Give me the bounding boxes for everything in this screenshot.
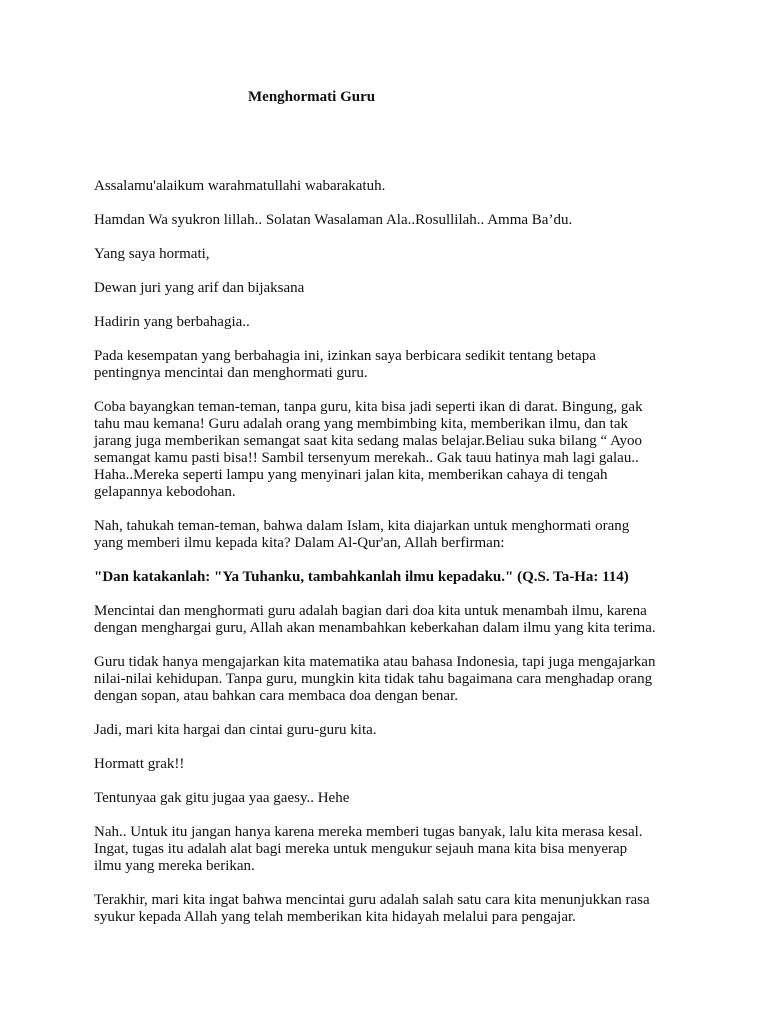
text-line: dengan sopan, atau bahkan cara membaca doa dengan benar. — [94, 688, 458, 704]
document-body — [94, 178, 694, 943]
text-line: nilai-nilai kehidupan. Tanpa guru, mungkin kita tidak tahu bagaimana cara menghadap orang — [94, 671, 653, 687]
text-line: Hadirin yang berbahagia.. — [94, 314, 250, 330]
text-line: ilmu yang mereka berikan. — [94, 858, 255, 874]
text-line: Yang saya hormati, — [94, 246, 210, 262]
paragraph-candaan — [94, 790, 694, 807]
paragraph-hamdalah — [94, 212, 694, 229]
paragraph-pembuka — [94, 348, 694, 382]
text-line: semangat kamu pasti bisa!! Sambil tersenyum merekah.. Gak tauu hatinya mah lagi galau.. — [94, 450, 639, 466]
text-line: Nah, tahukah teman-teman, bahwa dalam Islam, kita diajarkan untuk menghormati orang — [94, 518, 630, 534]
text-line: Haha..Mereka seperti lampu yang menyinari jalan kita, memberikan cahaya di tengah — [94, 467, 608, 483]
text-line: Pada kesempatan yang berbahagia ini, izinkan saya berbicara sedikit tentang betapa — [94, 348, 596, 364]
text-line: "Dan katakanlah: "Ya Tuhanku, tambahkanlah ilmu kepadaku." (Q.S. Ta-Ha: 114) — [94, 569, 629, 585]
text-line: Guru tidak hanya mengajarkan kita matematika atau bahasa Indonesia, tapi juga mengajarkan — [94, 654, 656, 670]
paragraph-ayat — [94, 569, 694, 586]
paragraph-islam — [94, 518, 694, 552]
text-line: yang memberi ilmu kepada kita? Dalam Al-Qur'an, Allah berfirman: — [94, 535, 505, 551]
paragraph-yang-hormat — [94, 246, 694, 263]
text-line: Dewan juri yang arif dan bijaksana — [94, 280, 305, 296]
paragraph-penutup — [94, 892, 694, 926]
paragraph-hadirin — [94, 314, 694, 331]
paragraph-doa — [94, 603, 694, 637]
text-line: Jadi, mari kita hargai dan cintai guru-guru kita. — [94, 722, 377, 738]
text-line: Hamdan Wa syukron lillah.. Solatan Wasalaman Ala..Rosullilah.. Amma Ba’du. — [94, 212, 573, 228]
paragraph-hormat-grak — [94, 756, 694, 773]
paragraph-salam — [94, 178, 694, 195]
text-line: gelapannya kebodohan. — [94, 484, 236, 500]
text-line: Coba bayangkan teman-teman, tanpa guru, kita bisa jadi seperti ikan di darat. Bingung, gak — [94, 399, 643, 415]
text-line: Terakhir, mari kita ingat bahwa mencintai guru adalah salah satu cara kita menunjukkan rasa — [94, 892, 650, 908]
text-line: Nah.. Untuk itu jangan hanya karena mereka memberi tugas banyak, lalu kita merasa kesal. — [94, 824, 643, 840]
text-line: tahu mau kemana! Guru adalah orang yang membimbing kita, memberikan ilmu, dan tak — [94, 416, 629, 432]
text-line: pentingnya mencintai dan menghormati guru. — [94, 365, 368, 381]
text-line: Ingat, tugas itu adalah alat bagi mereka untuk mengukur sejauh mana kita bisa menyerap — [94, 841, 628, 857]
text-line: Mencintai dan menghormati guru adalah bagian dari doa kita untuk menambah ilmu, karena — [94, 603, 647, 619]
text-line: Tentunyaa gak gitu jugaa yaa gaesy.. Hehe — [94, 790, 350, 806]
paragraph-bayangkan — [94, 399, 694, 501]
paragraph-dewan-juri — [94, 280, 694, 297]
paragraph-nilai — [94, 654, 694, 705]
page-title: Menghormati Guru — [248, 89, 376, 105]
text-line: Hormatt grak!! — [94, 756, 185, 772]
text-line: dengan menghargai guru, Allah akan menambahkan keberkahan dalam ilmu yang kita terima. — [94, 620, 656, 636]
paragraph-ajakan — [94, 722, 694, 739]
text-line: jarang juga memberikan semangat saat kita sedang malas belajar.Beliau suka bilang “ Ayoo — [94, 433, 643, 449]
text-line: syukur kepada Allah yang telah memberikan kita hidayah melalui para pengajar. — [94, 909, 576, 925]
text-line: Assalamu'alaikum warahmatullahi wabarakatuh. — [94, 178, 386, 194]
paragraph-tugas — [94, 824, 694, 875]
